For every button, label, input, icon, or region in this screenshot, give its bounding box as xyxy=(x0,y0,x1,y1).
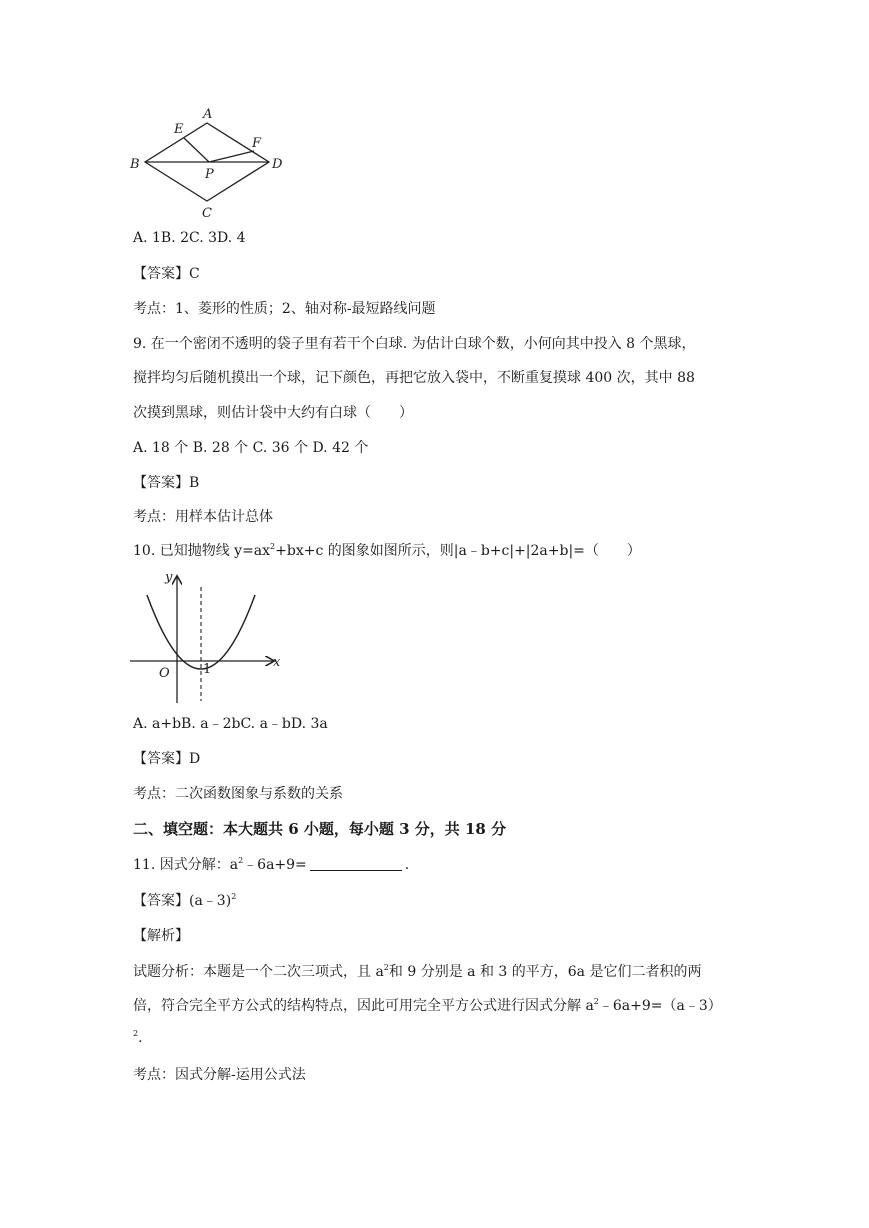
q10-stem-a: 10. 已知抛物线 y=ax xyxy=(133,543,271,559)
q9-stem-line3: 次摸到黑球，则估计袋中大约有白球（ ） xyxy=(133,405,413,421)
label-y: y xyxy=(165,570,173,585)
q11-analysis1-a: 试题分析：本题是一个二次三项式，且 a xyxy=(133,964,384,980)
label-origin: O xyxy=(159,666,170,681)
q11-analysis2-b: ﹣6a+9=（a﹣3） xyxy=(598,998,722,1014)
label-one: 1 xyxy=(203,662,212,677)
q9-answer: 【答案】B xyxy=(133,475,200,491)
q10-stem xyxy=(133,541,641,561)
label-a: A xyxy=(203,107,213,122)
q10-options: A. a+bB. a﹣2bC. a﹣bD. 3a xyxy=(133,716,328,732)
q11-analysis3-b: . xyxy=(138,1030,143,1046)
label-c: C xyxy=(202,206,212,221)
segment-pf xyxy=(209,151,254,162)
rhombus-figure xyxy=(125,100,305,225)
segment-ep xyxy=(184,138,209,162)
q11-analysis-line1 xyxy=(133,962,701,982)
q9-kaodian: 考点：用样本估计总体 xyxy=(133,509,273,525)
q9-stem-line1: 9. 在一个密闭不透明的袋子里有若干个白球. 为估计白球个数，小何向其中投入 8 个黑球， xyxy=(133,336,696,352)
q10-kaodian: 考点：二次函数图象与系数的关系 xyxy=(133,786,343,802)
q11-analysis1-sup: 2 xyxy=(383,963,389,972)
q11-jiexi: 【解析】 xyxy=(133,928,189,944)
q11-analysis-line2 xyxy=(133,996,722,1016)
q9-options: A. 18 个 B. 28 个 C. 36 个 D. 42 个 xyxy=(133,440,369,456)
q11-analysis1-b: 和 9 分别是 a 和 3 的平方，6a 是它们二者积的两 xyxy=(388,964,702,980)
q11-analysis2-a: 倍，符合完全平方公式的结构特点，因此可用完全平方公式进行因式分解 a xyxy=(133,998,594,1014)
parabola-graph xyxy=(125,565,290,707)
answer-blank xyxy=(310,856,402,871)
label-f: F xyxy=(252,136,262,151)
q9-stem-line2: 搅拌均匀后随机摸出一个球，记下颜色，再把它放入袋中，不断重复摸球 400 次，其中 88 xyxy=(133,370,695,386)
q10-answer: 【答案】D xyxy=(133,751,201,767)
label-b: B xyxy=(130,157,140,172)
label-p: P xyxy=(205,167,214,182)
q11-answer-text: 【答案】(a﹣3) xyxy=(133,893,232,909)
q10-stem-b: +bx+c 的图象如图所示，则|a﹣b+c|+|2a+b|=（ ） xyxy=(275,543,641,559)
q10-stem-sup: 2 xyxy=(270,542,276,551)
q11-kaodian: 考点：因式分解-运用公式法 xyxy=(133,1067,306,1083)
q8-answer: 【答案】C xyxy=(133,266,200,282)
q11-stem-end: . xyxy=(404,857,410,873)
section-2-title: 二、填空题：本大题共 6 小题，每小题 3 分，共 18 分 xyxy=(133,820,507,838)
q11-stem xyxy=(133,855,409,875)
q11-stem-b: ﹣6a+9= xyxy=(243,857,307,873)
q11-analysis3-sup: 2 xyxy=(133,1029,139,1038)
q11-answer xyxy=(133,891,236,911)
q8-kaodian: 考点：1、菱形的性质；2、轴对称-最短路线问题 xyxy=(133,301,436,317)
label-x: x xyxy=(273,655,281,670)
q8-options: A. 1B. 2C. 3D. 4 xyxy=(133,230,246,246)
label-d: D xyxy=(272,157,283,172)
q11-analysis-line3 xyxy=(133,1028,143,1048)
q11-stem-sup: 2 xyxy=(238,856,244,865)
q11-answer-sup: 2 xyxy=(231,892,237,901)
label-e: E xyxy=(174,122,184,137)
q11-stem-a: 11. 因式分解：a xyxy=(133,857,239,873)
q11-analysis2-sup: 2 xyxy=(593,997,599,1006)
